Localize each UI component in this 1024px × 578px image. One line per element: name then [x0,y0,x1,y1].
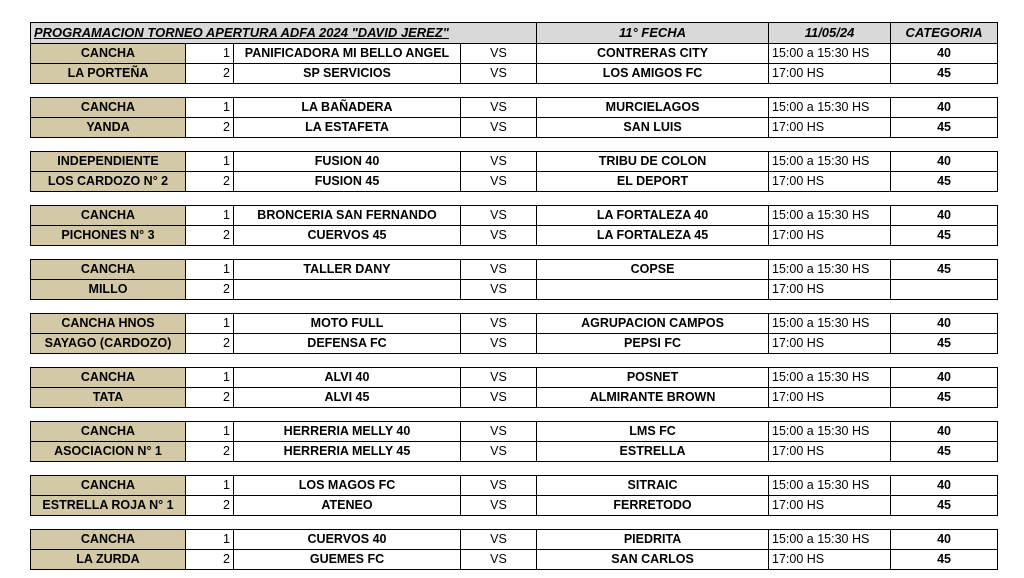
versus-label: VS [461,550,537,570]
versus-label: VS [461,314,537,334]
spacer-cell [31,354,998,368]
spacer-cell [31,516,998,530]
versus-label: VS [461,422,537,442]
home-team: CUERVOS 40 [234,530,461,550]
away-team: MURCIELAGOS [537,98,769,118]
category-value: 40 [891,422,998,442]
category-value: 40 [891,314,998,334]
home-team: PANIFICADORA MI BELLO ANGEL [234,44,461,64]
venue-name-line1: CANCHA [31,260,186,280]
venue-name-line1: CANCHA [31,422,186,442]
match-row [31,368,998,388]
category-value: 40 [891,98,998,118]
category-value [891,280,998,300]
venue-name-line2: LOS CARDOZO N° 2 [31,172,186,192]
versus-label: VS [461,496,537,516]
match-number: 2 [186,226,234,246]
venue-name-line1: CANCHA [31,44,186,64]
match-number: 1 [186,368,234,388]
spacer-cell [31,192,998,206]
match-row [31,388,998,408]
schedule-sheet [30,22,997,570]
home-team: ATENEO [234,496,461,516]
category-value: 45 [891,388,998,408]
match-row [31,334,998,354]
kickoff-time: 17:00 HS [769,280,891,300]
versus-label: VS [461,64,537,84]
match-number: 2 [186,64,234,84]
kickoff-time: 15:00 a 15:30 HS [769,152,891,172]
match-number: 1 [186,314,234,334]
kickoff-time: 17:00 HS [769,64,891,84]
match-number: 1 [186,422,234,442]
kickoff-time: 15:00 a 15:30 HS [769,98,891,118]
venue-name-line1: INDEPENDIENTE [31,152,186,172]
match-number: 2 [186,550,234,570]
home-team: ALVI 40 [234,368,461,388]
venue-name-line1: CANCHA [31,206,186,226]
away-team: LMS FC [537,422,769,442]
match-row [31,476,998,496]
tournament-title: PROGRAMACION TORNEO APERTURA ADFA 2024 "DAVID JEREZ" [31,23,537,44]
kickoff-time: 17:00 HS [769,550,891,570]
match-number: 1 [186,44,234,64]
home-team: MOTO FULL [234,314,461,334]
kickoff-time: 17:00 HS [769,226,891,246]
category-value: 45 [891,226,998,246]
away-team: SAN LUIS [537,118,769,138]
match-row [31,422,998,442]
kickoff-time: 15:00 a 15:30 HS [769,44,891,64]
home-team: HERRERIA MELLY 45 [234,442,461,462]
category-value: 40 [891,44,998,64]
home-team: LA BAÑADERA [234,98,461,118]
kickoff-time: 17:00 HS [769,334,891,354]
category-value: 45 [891,260,998,280]
category-value: 40 [891,368,998,388]
match-row [31,44,998,64]
versus-label: VS [461,442,537,462]
venue-name-line2: TATA [31,388,186,408]
category-header: CATEGORIA [891,23,998,44]
group-spacer [31,354,998,368]
category-value: 45 [891,550,998,570]
category-value: 45 [891,334,998,354]
venue-name-line2: LA PORTEÑA [31,64,186,84]
away-team: ESTRELLA [537,442,769,462]
category-value: 45 [891,172,998,192]
versus-label: VS [461,260,537,280]
venue-name-line1: CANCHA [31,476,186,496]
away-team: SAN CARLOS [537,550,769,570]
versus-label: VS [461,206,537,226]
match-row [31,118,998,138]
away-team: PIEDRITA [537,530,769,550]
home-team: LA ESTAFETA [234,118,461,138]
match-number: 2 [186,334,234,354]
match-row [31,260,998,280]
versus-label: VS [461,280,537,300]
group-spacer [31,138,998,152]
kickoff-time: 17:00 HS [769,388,891,408]
away-team: AGRUPACION CAMPOS [537,314,769,334]
kickoff-time: 17:00 HS [769,496,891,516]
kickoff-time: 15:00 a 15:30 HS [769,206,891,226]
kickoff-time: 17:00 HS [769,172,891,192]
away-team: ALMIRANTE BROWN [537,388,769,408]
group-spacer [31,84,998,98]
match-row [31,152,998,172]
kickoff-time: 17:00 HS [769,442,891,462]
away-team: LOS AMIGOS FC [537,64,769,84]
venue-name-line1: CANCHA [31,98,186,118]
spacer-cell [31,246,998,260]
match-row [31,172,998,192]
venue-name-line2: YANDA [31,118,186,138]
match-number: 1 [186,98,234,118]
spacer-cell [31,138,998,152]
away-team: FERRETODO [537,496,769,516]
match-row [31,226,998,246]
match-row [31,280,998,300]
match-number: 1 [186,206,234,226]
away-team: LA FORTALEZA 40 [537,206,769,226]
away-team [537,280,769,300]
venue-name-line2: PICHONES N° 3 [31,226,186,246]
kickoff-time: 15:00 a 15:30 HS [769,422,891,442]
group-spacer [31,300,998,314]
match-row [31,206,998,226]
home-team: CUERVOS 45 [234,226,461,246]
away-team: POSNET [537,368,769,388]
category-value: 40 [891,206,998,226]
home-team: FUSION 45 [234,172,461,192]
home-team: ALVI 45 [234,388,461,408]
match-number: 2 [186,496,234,516]
versus-label: VS [461,44,537,64]
schedule-body [31,23,998,570]
home-team: FUSION 40 [234,152,461,172]
away-team: TRIBU DE COLON [537,152,769,172]
spacer-cell [31,462,998,476]
match-number: 1 [186,530,234,550]
home-team: SP SERVICIOS [234,64,461,84]
venue-name-line2: ASOCIACION N° 1 [31,442,186,462]
venue-name-line1: CANCHA HNOS [31,314,186,334]
venue-name-line2: SAYAGO (CARDOZO) [31,334,186,354]
versus-label: VS [461,118,537,138]
match-row [31,64,998,84]
venue-name-line2: MILLO [31,280,186,300]
versus-label: VS [461,476,537,496]
kickoff-time: 15:00 a 15:30 HS [769,530,891,550]
home-team: BRONCERIA SAN FERNANDO [234,206,461,226]
match-row [31,550,998,570]
schedule-table [30,22,998,570]
match-row [31,442,998,462]
round-label: 11° FECHA [537,23,769,44]
category-value: 45 [891,118,998,138]
venue-name-line1: CANCHA [31,530,186,550]
match-number: 2 [186,172,234,192]
category-value: 45 [891,64,998,84]
away-team: LA FORTALEZA 45 [537,226,769,246]
category-value: 45 [891,442,998,462]
group-spacer [31,192,998,206]
header-row [31,23,998,44]
versus-label: VS [461,368,537,388]
versus-label: VS [461,172,537,192]
away-team: COPSE [537,260,769,280]
versus-label: VS [461,98,537,118]
category-value: 40 [891,530,998,550]
match-number: 1 [186,476,234,496]
category-value: 45 [891,496,998,516]
home-team: TALLER DANY [234,260,461,280]
away-team: SITRAIC [537,476,769,496]
group-spacer [31,462,998,476]
spacer-cell [31,84,998,98]
group-spacer [31,516,998,530]
away-team: CONTRERAS CITY [537,44,769,64]
match-date: 11/05/24 [769,23,891,44]
versus-label: VS [461,388,537,408]
versus-label: VS [461,530,537,550]
group-spacer [31,246,998,260]
spacer-cell [31,408,998,422]
category-value: 40 [891,152,998,172]
match-number: 2 [186,388,234,408]
match-row [31,98,998,118]
venue-name-line1: CANCHA [31,368,186,388]
spacer-cell [31,300,998,314]
match-number: 2 [186,118,234,138]
versus-label: VS [461,334,537,354]
home-team: DEFENSA FC [234,334,461,354]
home-team [234,280,461,300]
versus-label: VS [461,152,537,172]
kickoff-time: 17:00 HS [769,118,891,138]
match-number: 2 [186,442,234,462]
versus-label: VS [461,226,537,246]
away-team: EL DEPORT [537,172,769,192]
match-number: 1 [186,152,234,172]
home-team: GUEMES FC [234,550,461,570]
away-team: PEPSI FC [537,334,769,354]
category-value: 40 [891,476,998,496]
home-team: HERRERIA MELLY 40 [234,422,461,442]
kickoff-time: 15:00 a 15:30 HS [769,368,891,388]
kickoff-time: 15:00 a 15:30 HS [769,476,891,496]
match-number: 2 [186,280,234,300]
venue-name-line2: ESTRELLA ROJA N° 1 [31,496,186,516]
venue-name-line2: LA ZURDA [31,550,186,570]
home-team: LOS MAGOS FC [234,476,461,496]
match-row [31,496,998,516]
group-spacer [31,408,998,422]
match-row [31,314,998,334]
kickoff-time: 15:00 a 15:30 HS [769,314,891,334]
match-row [31,530,998,550]
kickoff-time: 15:00 a 15:30 HS [769,260,891,280]
match-number: 1 [186,260,234,280]
